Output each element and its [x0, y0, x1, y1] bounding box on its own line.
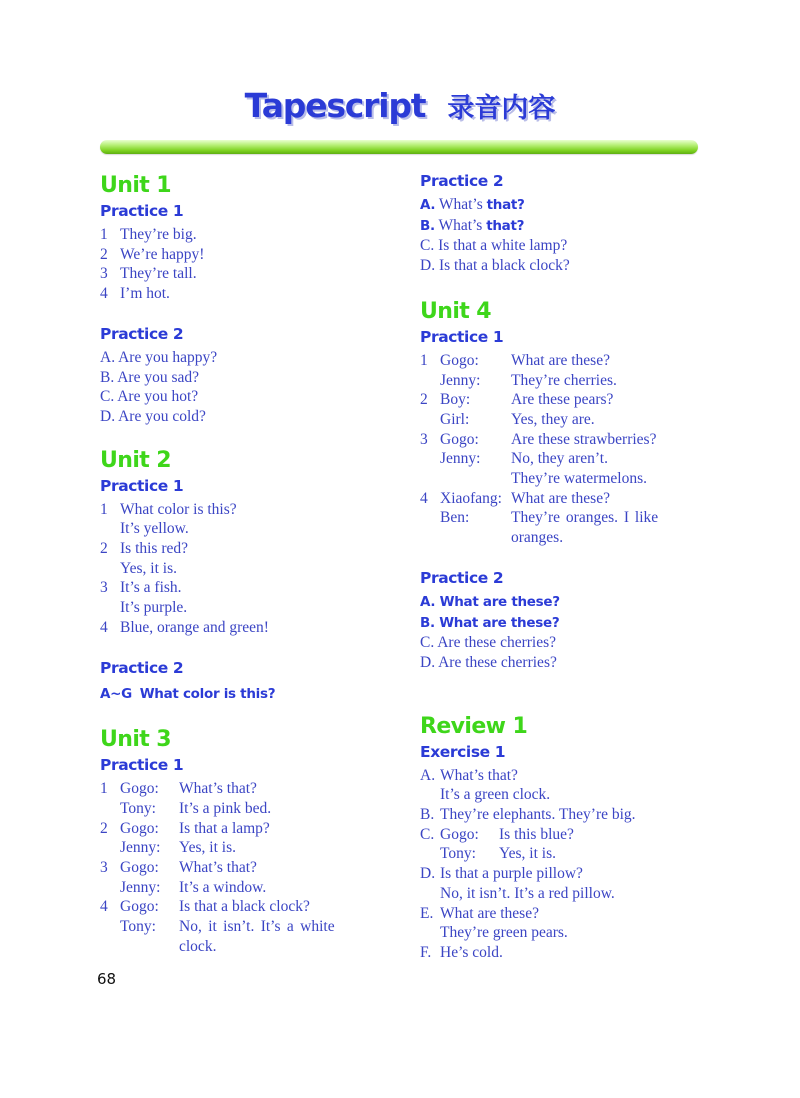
list-item: A. What’s that? — [420, 766, 518, 784]
unit1-practice2-list — [100, 348, 400, 427]
list-item: A. What’s that? — [420, 196, 525, 213]
list-item: 4 Xiaofang: What are these? — [420, 489, 610, 507]
list-item: C. Are you hot? — [100, 388, 199, 406]
list-item: Tony: Yes, it is. — [440, 845, 557, 863]
section-heading: Practice 1 — [100, 202, 184, 220]
list-item: 1 Gogo: What are these? — [420, 351, 610, 369]
green-divider-bar — [100, 140, 698, 154]
section-heading: Practice 2 — [100, 324, 184, 343]
list-item: 3 Gogo: Are these strawberries? — [420, 430, 657, 448]
list-item: E. What are these? — [420, 904, 539, 922]
list-item: No, it isn’t. It’s a red pillow. — [440, 884, 615, 902]
list-item: D. Are these cherries? — [420, 653, 557, 671]
list-item: It’s purple. — [120, 599, 188, 617]
list-item: D. Is that a black clock? — [420, 257, 570, 275]
list-item: Girl: Yes, they are. — [440, 410, 595, 428]
list-item: clock. — [179, 937, 217, 955]
page-number: 68 — [97, 970, 117, 988]
list-item: 1 They’re big. — [100, 226, 197, 243]
list-item: Jenny: Yes, it is. — [120, 839, 237, 857]
list-item: B. Are you sad? — [100, 368, 200, 386]
unit1-practice1-list — [100, 225, 400, 304]
list-item: B. What’s that? — [420, 216, 525, 234]
left-column — [100, 172, 400, 957]
list-item: D. Is that a purple pillow? — [420, 865, 583, 883]
unit3-practice2-list — [420, 195, 720, 276]
section-heading: Practice 1 — [100, 756, 184, 775]
list-item: C. Is that a white lamp? — [420, 237, 568, 255]
list-item: 4 I’m hot. — [100, 285, 170, 303]
list-item: They’re watermelons. — [511, 470, 647, 488]
list-item: 2 We’re happy! — [100, 245, 205, 263]
list-item: It’s yellow. — [120, 520, 189, 538]
section-heading: Practice 2 — [100, 658, 184, 677]
unit-heading: Unit 4 — [420, 298, 491, 324]
page-title — [0, 86, 800, 136]
unit4-practice1-list — [420, 351, 720, 548]
unit4-practice2-list — [420, 592, 720, 673]
list-item: 4 Gogo: Is that a black clock? — [100, 898, 310, 916]
list-item: C. Gogo: Is this blue? — [420, 825, 574, 843]
list-item: A. What are these? — [420, 593, 560, 610]
title-chinese: 录音内容 — [447, 93, 556, 124]
list-item: Jenny: It’s a window. — [120, 878, 267, 896]
list-item: 1 What color is this? — [100, 500, 237, 518]
list-item: It’s a green clock. — [440, 786, 551, 804]
list-item: C. Are these cherries? — [420, 634, 556, 652]
list-item: 3 It’s a fish. — [100, 579, 182, 597]
unit-heading: Unit 2 — [100, 447, 171, 473]
section-heading: Exercise 1 — [420, 742, 506, 761]
list-item: A~G What color is this? — [100, 685, 276, 702]
section-heading: Practice 2 — [420, 172, 504, 190]
section-heading: Practice 1 — [100, 476, 184, 495]
list-item: They’re green pears. — [440, 924, 568, 942]
list-item: Tony: It’s a pink bed. — [120, 799, 272, 817]
list-item: Yes, it is. — [120, 559, 178, 577]
unit-heading: Review 1 — [420, 713, 528, 739]
list-item: Jenny: No, they aren’t. — [440, 450, 608, 468]
list-item: 2 Gogo: Is that a lamp? — [100, 819, 270, 837]
section-heading: Practice 1 — [420, 327, 504, 346]
unit-heading: Unit 1 — [100, 173, 171, 198]
list-item: Tony: No, it isn’t. It’s a white — [120, 918, 335, 936]
unit2-practice1-list — [100, 500, 400, 638]
section-heading: Practice 2 — [420, 568, 504, 587]
list-item: B. What are these? — [420, 614, 560, 631]
list-item: A. Are you happy? — [100, 348, 218, 366]
list-item: 3 They’re tall. — [100, 265, 197, 283]
list-item: oranges. — [511, 529, 564, 547]
title-english: Tapescript — [244, 86, 426, 125]
list-item: 1 Gogo: What’s that? — [100, 780, 257, 798]
list-item: 2 Is this red? — [100, 540, 189, 558]
list-item: D. Are you cold? — [100, 407, 206, 425]
list-item: Ben: They’re oranges. I like — [440, 509, 659, 527]
unit3-practice1-list — [100, 779, 400, 956]
unit-heading: Unit 3 — [100, 727, 171, 753]
list-item: Jenny: They’re cherries. — [440, 371, 617, 389]
list-item: 2 Boy: Are these pears? — [420, 391, 614, 409]
list-item: F. He’s cold. — [420, 943, 503, 961]
list-item: 3 Gogo: What’s that? — [100, 859, 257, 877]
list-item: B. They’re elephants. They’re big. — [420, 806, 636, 824]
right-column — [420, 170, 720, 963]
review1-exercise1-list — [420, 766, 720, 963]
list-item: 4 Blue, orange and green! — [100, 618, 269, 636]
